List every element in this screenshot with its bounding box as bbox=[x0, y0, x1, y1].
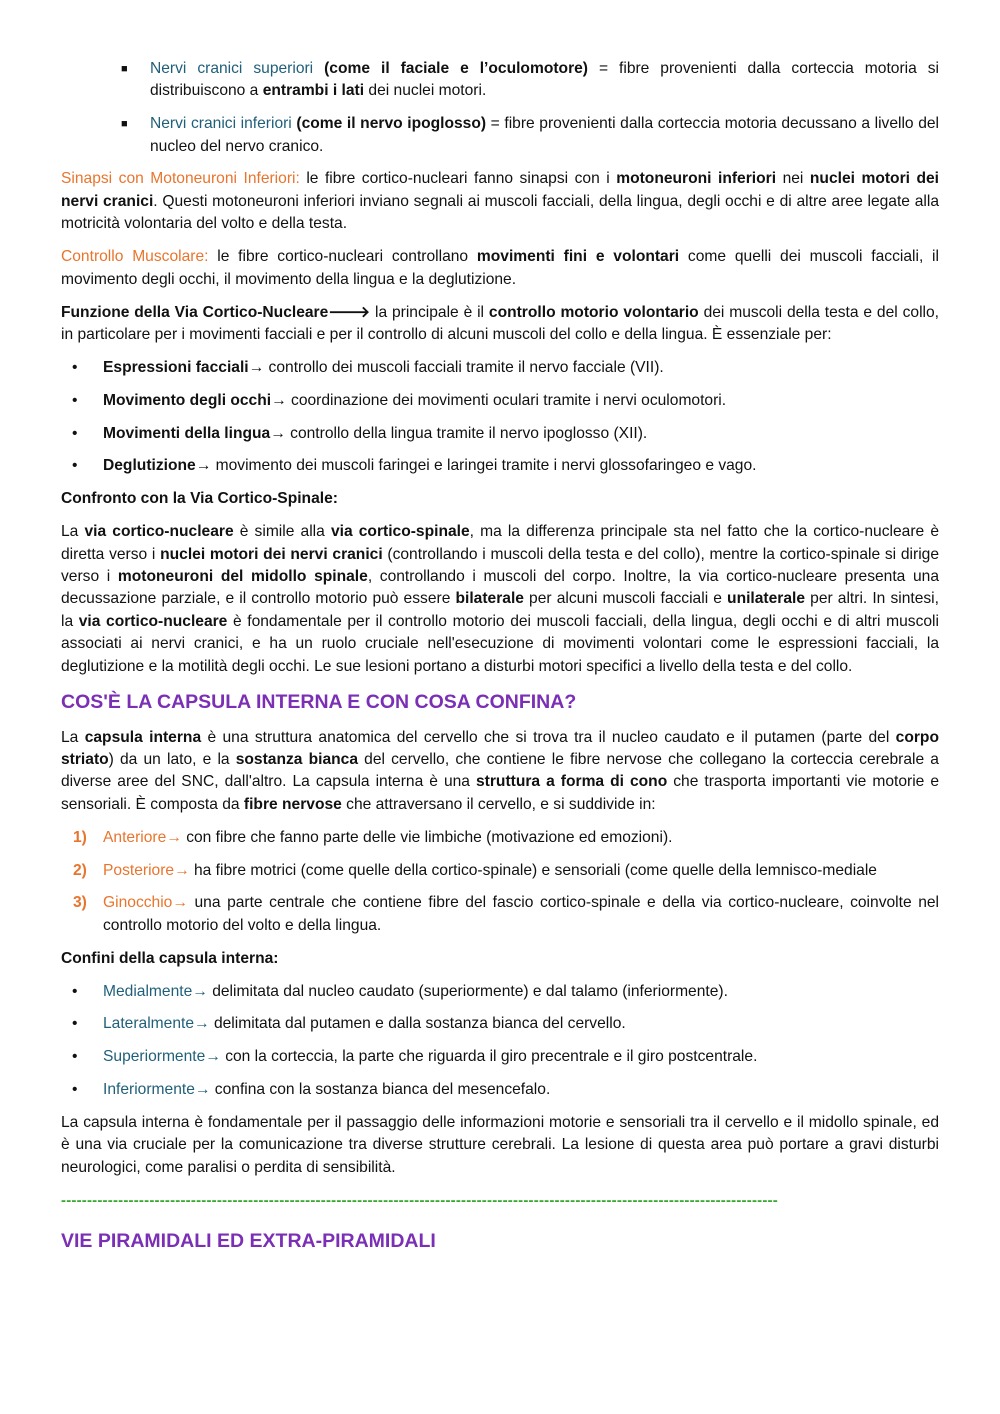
item-text: coordinazione dei movimenti oculari tramite i nervi oculomotori. bbox=[286, 391, 727, 409]
item-label: Anteriore bbox=[103, 828, 167, 846]
body-text: ) da un lato, e la bbox=[108, 751, 236, 769]
item-label: Inferiormente bbox=[103, 1081, 195, 1099]
arrow-icon: → bbox=[192, 982, 208, 1000]
bullet-icon: • bbox=[72, 359, 78, 377]
bold-text: controllo motorio volontario bbox=[488, 303, 699, 321]
bullet-icon: • bbox=[72, 982, 78, 1000]
bullet-icon: • bbox=[72, 391, 78, 409]
section-label: Controllo Muscolare: bbox=[61, 248, 209, 266]
list-item bbox=[61, 113, 939, 158]
paragraph-confronto bbox=[61, 521, 939, 678]
list-item bbox=[61, 390, 939, 412]
section-label: Confronto con la Via Cortico-Spinale: bbox=[61, 490, 338, 508]
list-number: 1) bbox=[73, 828, 87, 846]
bold-text: capsula interna bbox=[84, 728, 202, 746]
body-text: che trasporta importanti vie motorie e sensoriali. È composta da bbox=[61, 773, 940, 813]
body-text: è una struttura anatomica del cervello che si trova tra il nucleo caudato e il putamen (parte del bbox=[201, 728, 896, 746]
body-text: (controllando i muscoli della testa e del collo), mentre la cortico-spinale si dirige verso i bbox=[61, 545, 940, 586]
item-text: delimitata dal nucleo caudato (superiormente) e dal talamo (inferiormente). bbox=[207, 982, 728, 1000]
bullet-icon: • bbox=[72, 1048, 78, 1066]
arrow-icon: → bbox=[194, 1081, 211, 1099]
body-text: , controllando i muscoli del corpo. Inoltre, la via cortico-nucleare presenta una decussazione parziale, e il controllo motorio può essere bbox=[61, 568, 940, 608]
arrow-icon: → bbox=[174, 861, 190, 879]
body-text: , ma la differenza principale sta nel fatto che la cortico-nucleare è diretta verso i bbox=[61, 523, 939, 563]
paragraph-controllo bbox=[61, 246, 939, 291]
bold-text: fibre nervose bbox=[243, 795, 342, 813]
bold-text: struttura a forma di cono bbox=[475, 773, 668, 791]
item-text: con fibre che fanno parte delle vie limbiche (motivazione ed emozioni). bbox=[181, 828, 673, 846]
body-text: che attraversano il cervello, e si suddivide in: bbox=[341, 795, 656, 813]
bold-text: motoneuroni del midollo spinale bbox=[117, 568, 368, 586]
section-label: Confini della capsula interna: bbox=[61, 949, 279, 967]
arrow-icon: → bbox=[195, 457, 212, 475]
item-label: Medialmente bbox=[103, 982, 193, 1000]
document-page bbox=[61, 58, 939, 1266]
bold-text: sostanza bianca bbox=[235, 751, 359, 769]
bold-text: nuclei motori dei nervi cranici bbox=[160, 545, 383, 563]
item-text: controllo dei muscoli facciali tramite il nervo facciale (VII). bbox=[264, 359, 664, 377]
section-divider: ------------------------------------------------------------------------------------------------------------------------------------------ bbox=[61, 1191, 778, 1209]
item-label: Movimenti della lingua bbox=[103, 424, 271, 442]
paragraph-capsula bbox=[61, 727, 939, 817]
term-label: Nervi cranici superiori bbox=[150, 60, 314, 77]
confini-title bbox=[61, 948, 939, 970]
bold-text: corpo striato bbox=[61, 728, 939, 769]
list-item bbox=[61, 58, 939, 103]
bullet-icon: • bbox=[72, 424, 78, 442]
body-text: per alcuni muscoli facciali e bbox=[523, 590, 728, 608]
bold-text: movimenti fini e volontari bbox=[476, 248, 680, 266]
item-text: ha fibre motrici (come quelle della cortico-spinale) e sensoriali (come quelle della lemnisco-mediale bbox=[189, 861, 877, 879]
item-text: controllo della lingua tramite il nervo ipoglosso (XII). bbox=[285, 424, 648, 442]
body-text: = fibre provenienti dalla corteccia motoria si distribuiscono a bbox=[150, 60, 939, 100]
list-item bbox=[61, 357, 939, 379]
list-item bbox=[61, 892, 939, 937]
body-text: è fondamentale per il controllo motorio dei muscoli facciali, della lingua, degli occhi e di altri muscoli associati ai nervi cranici, e ha un ruolo cruciale nell'esecuzione di movimenti volontari come le espressioni facciali, la deglutizione e la motilità degli occhi. Le sue lesioni portano a disturbi motori specifici a livello della testa e del collo. bbox=[61, 612, 939, 675]
body-text: La bbox=[61, 523, 85, 541]
item-label: Superiormente bbox=[103, 1048, 206, 1066]
confronto-title bbox=[61, 488, 939, 510]
bold-text: via cortico-nucleare bbox=[84, 523, 234, 541]
bold-text: entrambi i lati bbox=[262, 82, 365, 100]
arrow-icon: → bbox=[194, 1015, 210, 1033]
item-label: Posteriore bbox=[103, 861, 175, 879]
body-text: la principale è il bbox=[370, 303, 489, 321]
bold-text: via cortico-spinale bbox=[330, 523, 470, 541]
body-text: del cervello, che contiene le fibre nervose che collegano la corteccia cerebrale a diverse aree del SNC, dall'altro. La capsula interna è una bbox=[61, 751, 939, 791]
confini-list bbox=[61, 981, 939, 1102]
term-qualifier: (come il nervo ipoglosso) bbox=[296, 115, 487, 133]
item-label: Espressioni facciali bbox=[103, 359, 249, 377]
square-bullet-icon: ■ bbox=[121, 118, 128, 131]
arrow-icon: 🡒 bbox=[328, 303, 371, 321]
list-number: 2) bbox=[73, 861, 87, 879]
item-label: Ginocchio bbox=[103, 894, 173, 912]
section-label: Sinapsi con Motoneuroni Inferiori: bbox=[61, 170, 300, 188]
list-item bbox=[61, 1013, 939, 1035]
bullet-icon: • bbox=[72, 1015, 78, 1033]
arrow-icon: → bbox=[270, 424, 286, 442]
list-item bbox=[61, 1079, 939, 1101]
item-label: Lateralmente bbox=[103, 1015, 195, 1033]
body-text: dei muscoli della testa e del collo, in particolare per i movimenti facciali e per il controllo di alcuni muscoli del collo e della lingua. È essenziale per: bbox=[61, 303, 939, 344]
funzione-list bbox=[61, 357, 939, 478]
body-text: come quelli dei muscoli facciali, il movimento degli occhi, il movimento della lingua e la deglutizione. bbox=[61, 248, 939, 288]
section-heading: COS'È LA CAPSULA INTERNA E CON COSA CONFINA? bbox=[61, 690, 577, 713]
square-bullet-icon: ■ bbox=[121, 63, 128, 75]
paragraph-funzione bbox=[61, 302, 939, 347]
arrow-icon: → bbox=[166, 828, 182, 846]
arrow-icon: → bbox=[248, 359, 265, 377]
item-text: con la corteccia, la parte che riguarda il giro precentrale e il giro postcentrale. bbox=[220, 1048, 758, 1066]
term-label: Nervi cranici inferiori bbox=[150, 115, 292, 133]
body-text: = fibre provenienti dalla corteccia motoria decussano a livello del nucleo del nervo cranico. bbox=[150, 115, 940, 155]
bold-text: unilaterale bbox=[727, 590, 806, 608]
list-item bbox=[61, 860, 939, 882]
paragraph-conclusione: La capsula interna è fondamentale per il passaggio delle informazioni motorie e sensoriali tra il cervello e il midollo spinale, ed è una via cruciale per la comunicazione tra diverse strutture cerebrali. La lesione di questa area può portare a gravi disturbi neurologici, come paralisi o perdita di sensibilità. bbox=[61, 1113, 939, 1176]
list-item bbox=[61, 981, 939, 1003]
list-item bbox=[61, 1046, 939, 1068]
body-text: dei nuclei motori. bbox=[364, 82, 487, 100]
list-item bbox=[61, 827, 939, 849]
item-label: Movimento degli occhi bbox=[103, 391, 272, 409]
section-label: Funzione della Via Cortico-Nucleare bbox=[61, 303, 329, 321]
body-text: le fibre cortico-nucleari fanno sinapsi con i bbox=[299, 170, 617, 188]
list-item bbox=[61, 423, 939, 445]
arrow-icon: → bbox=[205, 1048, 221, 1066]
bullet-icon: • bbox=[72, 1081, 78, 1099]
item-text: confina con la sostanza bianca del mesencefalo. bbox=[210, 1081, 551, 1099]
bold-text: motoneuroni inferiori bbox=[616, 170, 777, 188]
body-text: La bbox=[61, 728, 85, 746]
term-qualifier: (come il faciale e l’oculomotore) bbox=[324, 60, 589, 77]
body-text: per altri. In sintesi, la bbox=[61, 590, 939, 630]
item-text: movimento dei muscoli faringei e laringei tramite i nervi glossofaringeo e vago. bbox=[211, 457, 757, 475]
item-text: una parte centrale che contiene fibre del fascio cortico-spinale e della via cortico-nucleare, coinvolte nel controllo motorio del volto e della lingua. bbox=[103, 894, 939, 934]
body-text: le fibre cortico-nucleari controllano bbox=[208, 248, 477, 266]
body-text: nei bbox=[776, 170, 810, 188]
body-text: . Questi motoneuroni inferiori inviano segnali ai muscoli facciali, della lingua, degli occhi e di altre aree legate alla motricità volontaria del volto e della testa. bbox=[61, 192, 939, 233]
bold-text: nuclei motori dei nervi cranici bbox=[61, 170, 939, 210]
list-item bbox=[61, 455, 939, 477]
bold-text: bilaterale bbox=[455, 590, 524, 608]
paragraph-sinapsi bbox=[61, 168, 939, 235]
arrow-icon: → bbox=[172, 894, 188, 912]
section-heading: VIE PIRAMIDALI ED EXTRA-PIRAMIDALI bbox=[61, 1230, 436, 1253]
bullet-icon: • bbox=[72, 457, 78, 475]
parti-list bbox=[61, 827, 939, 937]
list-number: 3) bbox=[73, 894, 87, 912]
arrow-icon: → bbox=[271, 391, 287, 409]
body-text: è simile alla bbox=[233, 523, 331, 541]
item-text: delimitata dal putamen e dalla sostanza bianca del cervello. bbox=[209, 1015, 626, 1033]
bold-text: via cortico-nucleare bbox=[78, 612, 228, 630]
item-label: Deglutizione bbox=[103, 457, 196, 475]
